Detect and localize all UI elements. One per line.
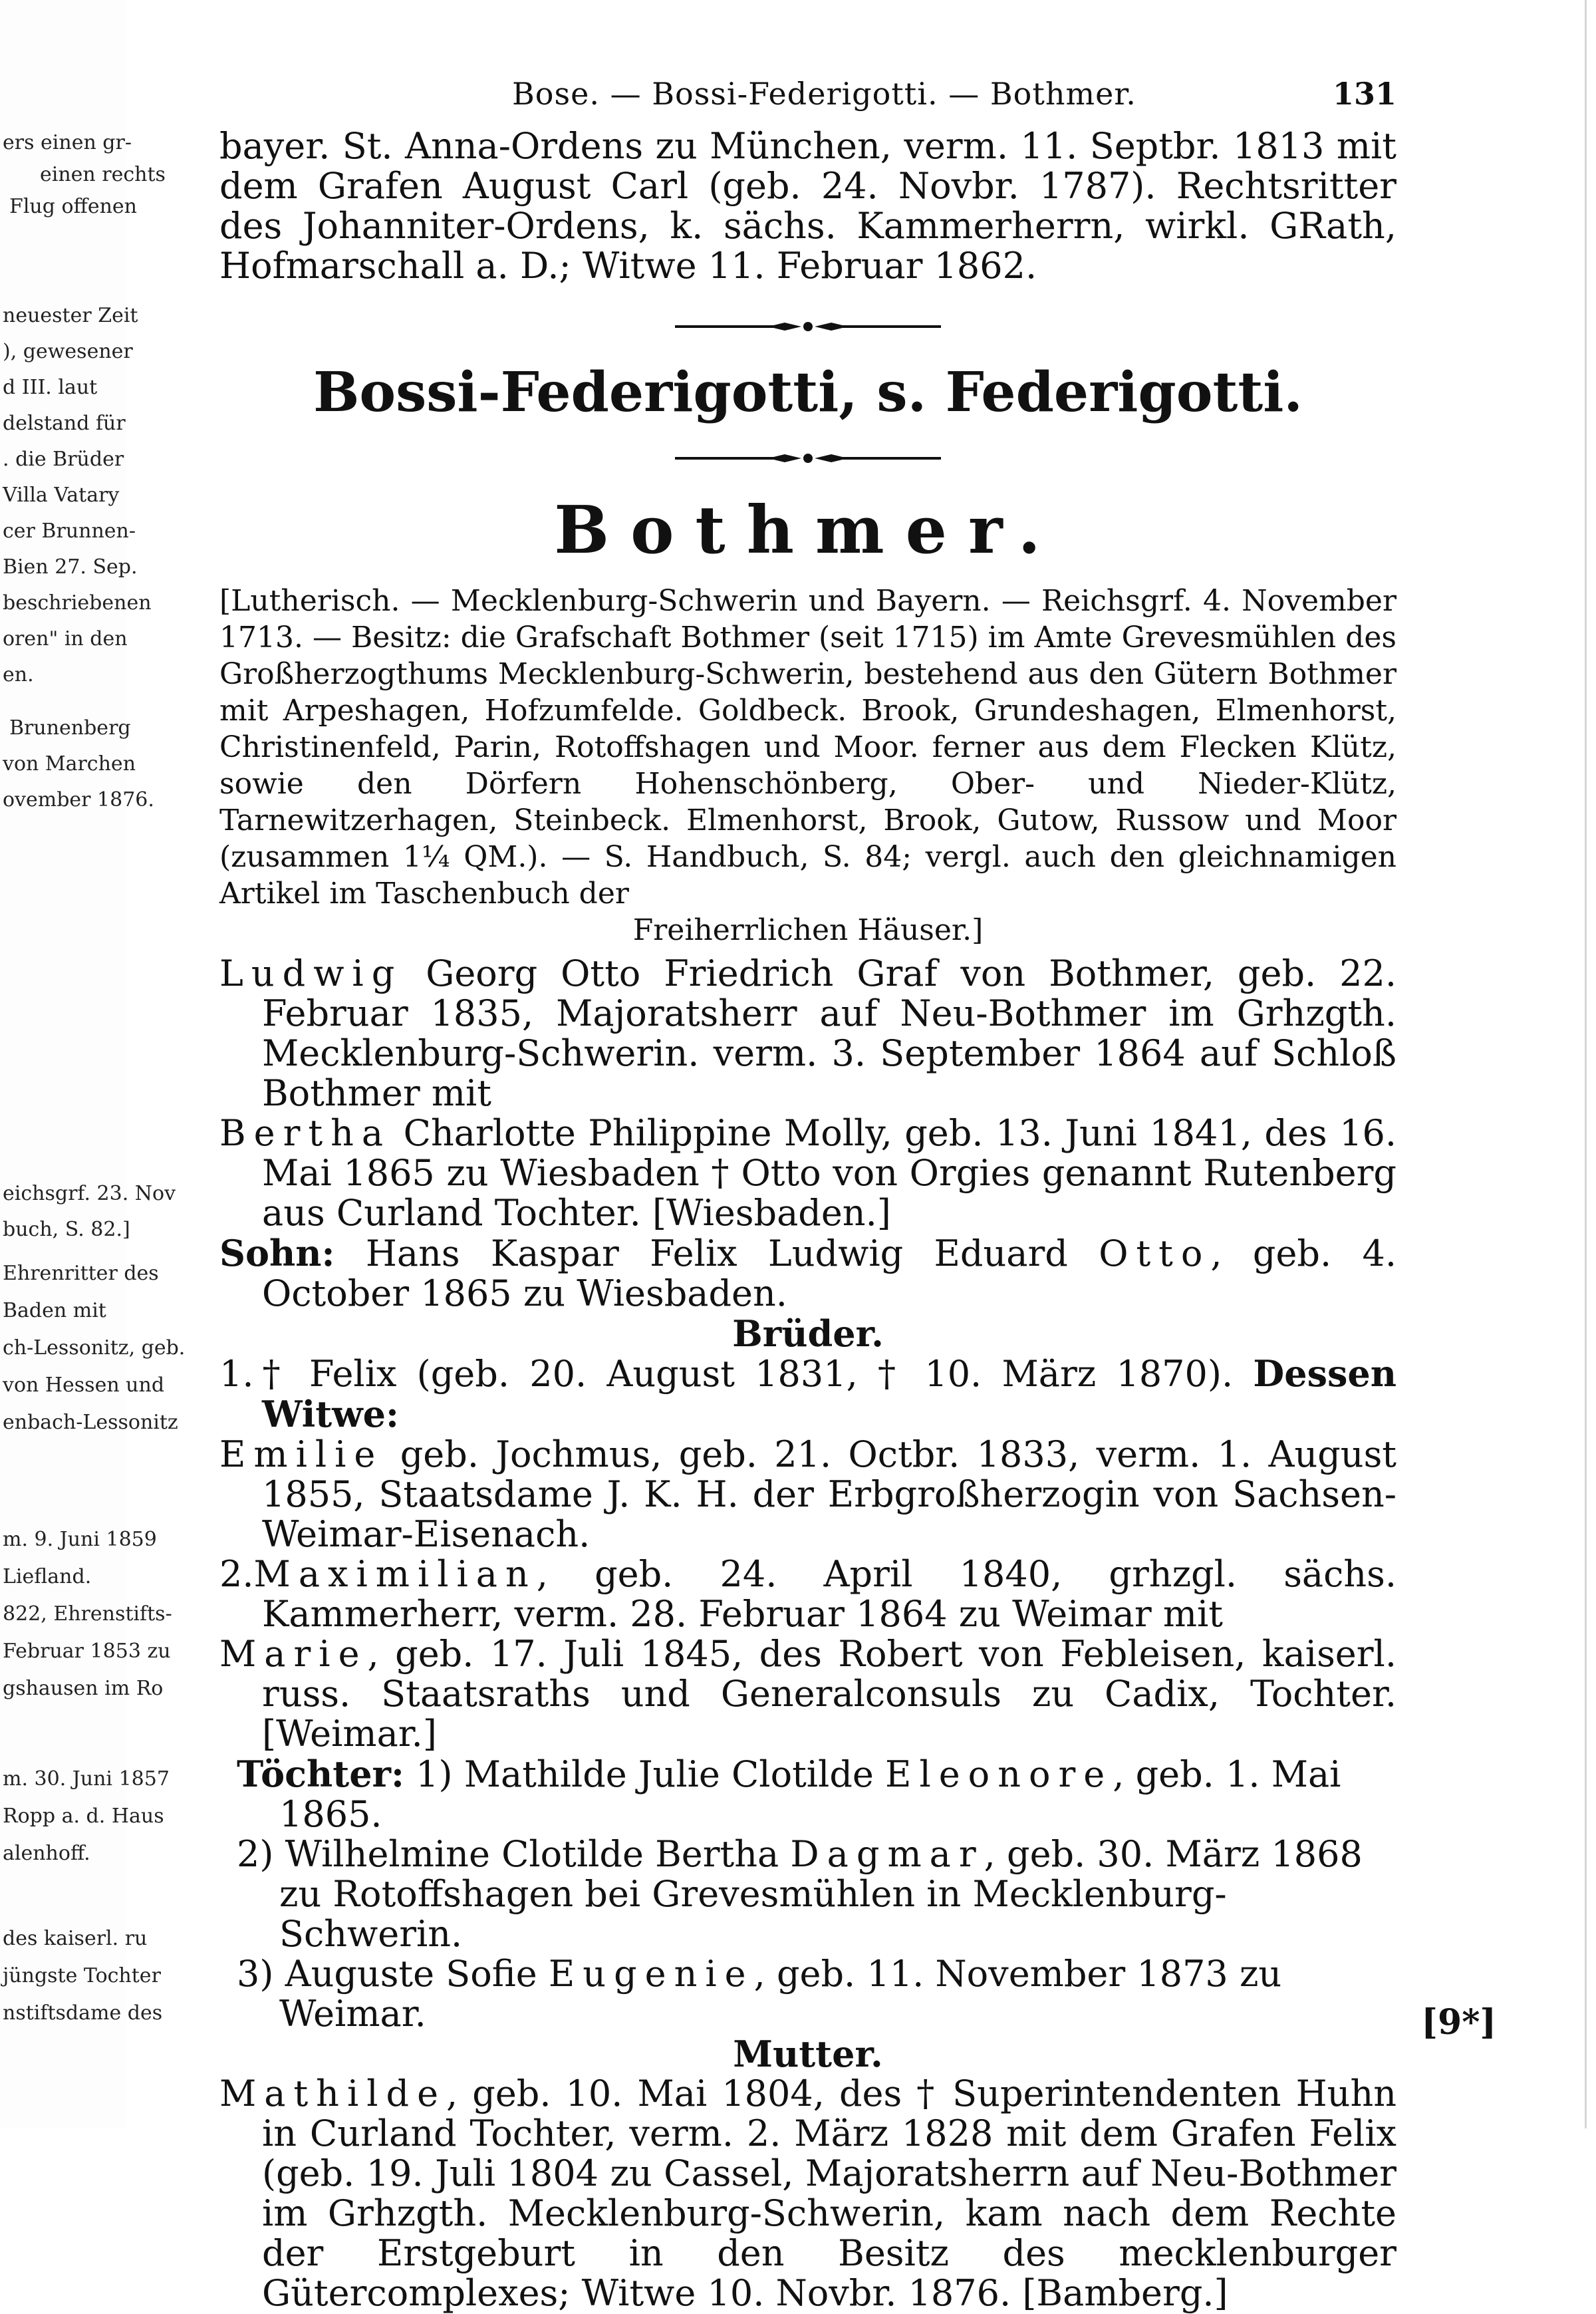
wife-2-entry xyxy=(219,1634,1396,1754)
daughter-2-text-a: 2) Wilhelmine Clotilde Bertha xyxy=(237,1833,791,1875)
margin-fragment: nstiftsdame des xyxy=(3,2001,163,2025)
bose-continuation: bayer. St. Anna-Ordens zu München, verm. 11. Septbr. 1813 mit dem Grafen August Carl (geb. 24. Novbr. 1787). Rechtsritter des Johanniter-Ordens, k. sächs. Kammerherrn, wirkl. GRath, Hofmarschall a. D.; Witwe 11. Februar 1862. xyxy=(219,125,1396,287)
brother-2-name: Maximilian xyxy=(253,1553,537,1595)
margin-fragment: beschriebenen xyxy=(3,591,152,615)
bothmer-intro-text: [Lutherisch. — Mecklenburg-Schwerin und Bayern. — Reichsgrf. 4. November 1713. — Besitz: die Grafschaft Bothmer (seit 1715) im Amte Grevesmühlen des Großherzogthums Mecklenburg-Schwerin, bestehend aus den Gütern Bothmer mit Arpeshagen, Hofzumfelde. Goldbeck. Brook, Grundeshagen, Elmenhorst, Christinenfeld, Parin, Rotoffshagen und Moor. ferner aus dem Flecken Klütz, sowie den Dörfern Hohenschönberg, Ober- und Nieder-Klütz, Tarnewitzerhagen, Steinbeck. Elmenhorst, Brook, Gutow, Russow und Moor (zusammen 1¼ QM.). — S. Handbuch, S. 84; vergl. auch den gleichnamigen Artikel im Taschenbuch der xyxy=(219,584,1396,911)
margin-fragment: jüngste Tochter xyxy=(3,1964,161,1987)
bothmer-intro-last-line: Freiherrlichen Häuser.] xyxy=(632,913,984,947)
margin-fragment: ch-Lessonitz, geb. xyxy=(3,1336,186,1360)
margin-fragment: Ropp a. d. Haus xyxy=(3,1805,164,1828)
margin-fragment: gshausen im Ro xyxy=(3,1677,164,1700)
son-label: Sohn: xyxy=(219,1232,335,1274)
margin-fragment: delstand für xyxy=(3,412,126,435)
son-text-b: , geb. 4. October 1865 zu Wiesbaden. xyxy=(262,1232,1396,1314)
brothers-heading: Brüder. xyxy=(732,1312,884,1355)
margin-fragment: Bien 27. Sep. xyxy=(3,555,138,579)
daughter-1-entry xyxy=(219,1754,1396,1834)
widow-label: Dessen Witwe: xyxy=(262,1352,1396,1435)
margin-fragment: oren" in den xyxy=(3,627,128,651)
wife-2-name: Marie xyxy=(219,1633,368,1675)
widow-1-entry xyxy=(219,1435,1396,1554)
section-divider-ornament xyxy=(219,448,1396,468)
margin-fragment: alenhoff. xyxy=(3,1842,90,1865)
son-entry xyxy=(219,1233,1396,1314)
margin-fragment: eichsgrf. 23. Nov xyxy=(3,1182,176,1205)
wife-name: Bertha xyxy=(219,1112,392,1154)
section-divider-ornament xyxy=(219,317,1396,337)
margin-fragment: ovember 1876. xyxy=(3,788,154,811)
page-number: 131 xyxy=(1332,76,1396,112)
brother-1-number: 1. xyxy=(219,1353,254,1395)
wife-entry xyxy=(219,1113,1396,1233)
margin-fragment: enbach-Lessonitz xyxy=(3,1411,178,1434)
brother-2-text: , geb. 24. April 1840, grhzgl. sächs. Kammerherr, verm. 28. Februar 1864 zu Weimar mit xyxy=(262,1553,1396,1635)
wife-text: Charlotte Philippine Molly, geb. 13. Juni 1841, des 16. Mai 1865 zu Wiesbaden † Otto von Orgies genannt Rutenberg aus Curland Tochter. [Wiesbaden.] xyxy=(262,1112,1396,1234)
margin-fragment: en. xyxy=(3,663,34,686)
daughter-3-entry xyxy=(219,1954,1396,2034)
head-name: Ludwig xyxy=(219,952,403,994)
margin-fragment: Ehrenritter des xyxy=(3,1262,159,1285)
daughters-label: Töchter: xyxy=(237,1753,404,1795)
margin-fragment: neuester Zeit xyxy=(3,304,138,327)
daughter-1-text-a: 1) Mathilde Julie Clotilde xyxy=(404,1753,886,1795)
margin-fragment: ers einen gr- xyxy=(3,131,132,154)
margin-fragment: m. 9. Juni 1859 xyxy=(3,1528,157,1551)
margin-fragment: m. 30. Juni 1857 xyxy=(3,1767,170,1791)
daughter-2-text-b: , geb. 30. März 1868 zu Rotoffshagen bei Grevesmühlen in Mecklenburg-Schwerin. xyxy=(279,1833,1363,1955)
previous-page-edge xyxy=(0,0,186,2128)
son-text-a: Hans Kaspar Felix Ludwig Eduard xyxy=(334,1232,1099,1274)
wife-2-text: , geb. 17. Juli 1845, des Robert von Febleisen, kaiserl. russ. Staatsraths und Generalconsuls zu Cadix, Tochter. [Weimar.] xyxy=(262,1633,1396,1755)
margin-fragment: buch, S. 82.] xyxy=(3,1218,130,1241)
mother-name: Mathilde xyxy=(219,2073,447,2114)
bothmer-intro xyxy=(219,583,1396,948)
signature-mark: [9*] xyxy=(1421,2002,1496,2043)
margin-fragment: Liefland. xyxy=(3,1565,92,1588)
brother-1-text: † Felix (geb. 20. August 1831, † 10. März 1870). xyxy=(253,1353,1234,1395)
bothmer-title: Bothmer. xyxy=(554,492,1062,569)
mother-text: , geb. 10. Mai 1804, des † Superintendenten Huhn in Curland Tochter, verm. 2. März 1828 mit dem Grafen Felix (geb. 19. Juli 1804 zu Cassel, Majoratsherrn auf Neu-Bothmer im Grhzgth. Mecklenburg-Schwerin, kam nach dem Rechte der Erstgeburt in den Besitz des mecklenburger Gütercomplexes; Witwe 10. Novbr. 1876. [Bamberg.] xyxy=(262,2073,1396,2314)
bossi-federigotti-title: Bossi-Federigotti, s. Federigotti. xyxy=(313,361,1303,424)
page-edge-line xyxy=(1585,0,1587,2128)
brother-2-number: 2. xyxy=(219,1553,254,1595)
running-title: Bose. — Bossi-Federigotti. — Bothmer. xyxy=(512,76,1136,112)
widow-1-text: geb. Jochmus, geb. 21. Octbr. 1833, verm. 1. August 1855, Staatsdame J. K. H. der Erbgroßherzogin von Sachsen-Weimar-Eisenach. xyxy=(262,1433,1396,1555)
margin-fragment: Villa Vatary xyxy=(3,484,120,507)
daughter-2-entry xyxy=(219,1834,1396,1954)
margin-fragment: Februar 1853 zu xyxy=(3,1640,171,1663)
daughter-1-name: Eleonore xyxy=(885,1753,1113,1795)
page-content xyxy=(219,67,1396,2313)
margin-fragment: Baden mit xyxy=(3,1299,106,1322)
brother-1-entry xyxy=(219,1354,1396,1435)
daughter-3-text-a: 3) Auguste Sofie xyxy=(237,1953,549,1995)
daughter-2-name: Dagmar xyxy=(790,1833,984,1875)
margin-fragment: von Marchen xyxy=(3,752,136,776)
margin-fragment: d III. laut xyxy=(3,376,98,399)
widow-1-name: Emilie xyxy=(219,1433,384,1475)
brother-2-entry xyxy=(219,1554,1396,1634)
daughter-1-text-b: , geb. 1. Mai 1865. xyxy=(279,1753,1341,1835)
margin-fragment: von Hessen und xyxy=(3,1374,165,1397)
margin-fragment: 822, Ehrenstifts- xyxy=(3,1602,172,1626)
daughter-3-text-b: , geb. 11. November 1873 zu Weimar. xyxy=(279,1953,1282,2035)
margin-fragment: Flug offenen xyxy=(9,195,137,218)
running-header xyxy=(219,67,1396,120)
mother-entry xyxy=(219,2074,1396,2313)
daughter-3-name: Eugenie xyxy=(548,1953,754,1995)
son-name: Otto xyxy=(1099,1232,1211,1274)
head-of-house-entry xyxy=(219,954,1396,1113)
margin-fragment: ), gewesener xyxy=(3,340,133,363)
margin-fragment: Brunenberg xyxy=(9,716,131,740)
margin-fragment: einen rechts xyxy=(40,163,166,186)
head-text: Georg Otto Friedrich Graf von Bothmer, geb. 22. Februar 1835, Majoratsherr auf Neu-Bothmer im Grhzgth. Mecklenburg-Schwerin. verm. 3. September 1864 auf Schloß Bothmer mit xyxy=(262,952,1396,1114)
margin-fragment: . die Brüder xyxy=(3,448,124,471)
margin-fragment: des kaiserl. ru xyxy=(3,1927,148,1950)
mother-heading: Mutter. xyxy=(733,2033,883,2075)
margin-fragment: cer Brunnen- xyxy=(3,519,136,543)
